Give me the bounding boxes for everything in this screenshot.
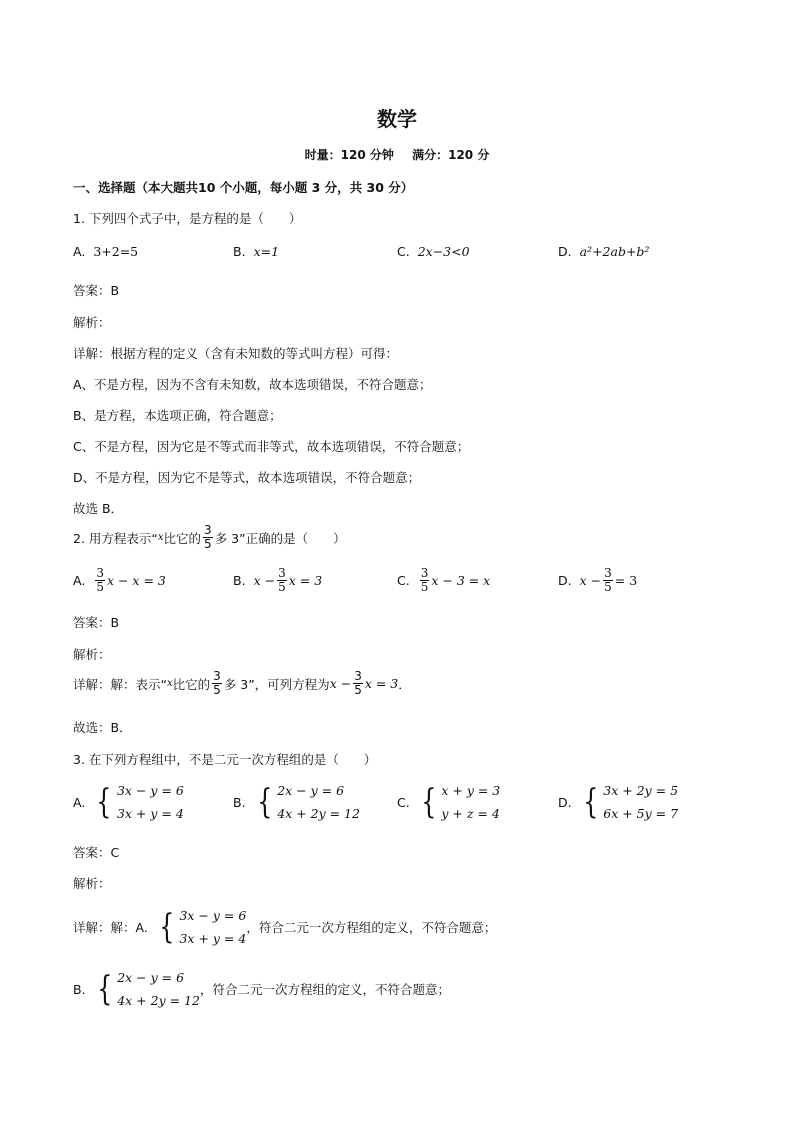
q1-detail-line: C、不是方程，因为它是不等式而非等式，故本选项错误，不符合题意； bbox=[73, 439, 470, 454]
q2-variable: x bbox=[166, 678, 173, 689]
option-expr: x bbox=[579, 573, 587, 588]
q2-variable: x bbox=[157, 532, 164, 543]
q2-option-b: B. x − $\frac{3}{5}$ x = 3 bbox=[233, 566, 323, 594]
option-label: D. bbox=[558, 794, 572, 810]
fraction: $\frac{3}{5}$ bbox=[420, 566, 429, 594]
option-label: B. bbox=[233, 244, 246, 259]
option-label: D. bbox=[558, 244, 572, 259]
fraction: $\frac{3}{5}$ bbox=[96, 566, 104, 594]
q1-detail-line: 详解：根据方程的定义（含有未知数的等式叫方程）可得： bbox=[73, 346, 399, 361]
q2-stem-text: 多 3”正确的是（ ） bbox=[214, 530, 346, 546]
punctuation: ． bbox=[398, 676, 411, 692]
option-label: A. bbox=[73, 573, 86, 588]
equation-row: 3x + y = 4 bbox=[116, 806, 184, 821]
option-label: C. bbox=[397, 573, 410, 588]
q3-detail-a: 详解：解：A. { 3x − y = 6 3x + y = 4 ，符合二元一次方程组的定义，不符合题意； bbox=[73, 904, 496, 950]
q2-detail-text: 多 3”，可列方程为 bbox=[223, 676, 330, 692]
full-score: 满分：120 分 bbox=[412, 148, 490, 162]
fraction: $\frac{3}{5}$ bbox=[354, 669, 362, 697]
equation: x = 3 bbox=[364, 676, 399, 691]
q3-option-c: C. { x + y = 3 y + z = 4 bbox=[397, 779, 500, 825]
equation-row: 4x + 2y = 12 bbox=[277, 806, 360, 821]
option-expr: a²+2ab+b² bbox=[579, 244, 650, 259]
q2-option-a bbox=[73, 567, 166, 594]
exam-info bbox=[0, 146, 794, 163]
fraction: $\frac{3}{5}$ bbox=[213, 669, 221, 697]
detail-suffix: ，符合二元一次方程组的定义，不符合题意； bbox=[246, 920, 497, 935]
option-expr: 2x−3<0 bbox=[417, 244, 470, 259]
q3-option-d: D. { 3x + 2y = 5 6x + 5y = 7 bbox=[558, 779, 678, 825]
time-limit: 时量：120 分钟 bbox=[304, 148, 394, 162]
fraction: $\frac{3}{5}$ bbox=[204, 523, 212, 551]
option-label: B. bbox=[233, 573, 246, 588]
q3-answer: 答案：C bbox=[73, 845, 120, 860]
detail-prefix: B. bbox=[73, 981, 86, 997]
equation-row: x + y = 3 bbox=[441, 783, 501, 798]
option-label: D. bbox=[558, 573, 572, 588]
section-heading: 一、选择题（本大题共10 个小题，每小题 3 分，共 30 分） bbox=[73, 180, 414, 195]
q1-option-c bbox=[397, 244, 470, 259]
equation: x − bbox=[329, 676, 352, 691]
option-label: C. bbox=[397, 244, 410, 259]
q1-stem: 1. 下列四个式子中，是方程的是（ ） bbox=[73, 211, 302, 226]
equation-row: 3x + 2y = 5 bbox=[603, 783, 679, 798]
option-label: A. bbox=[73, 794, 86, 810]
option-expr: x − x = 3 bbox=[106, 573, 166, 588]
option-expr: 3+2=5 bbox=[93, 244, 139, 259]
detail-prefix: 详解：解：A. bbox=[73, 920, 148, 935]
q1-option-b bbox=[233, 244, 279, 259]
q2-detail-text: 详解：解：表示“ bbox=[73, 676, 167, 692]
q2-choice: 故选：B． bbox=[73, 720, 132, 735]
q3-stem: 3. 在下列方程组中，不是二元一次方程组的是（ ） bbox=[73, 752, 377, 767]
q1-option-d bbox=[558, 244, 649, 259]
equation-row: 6x + 5y = 7 bbox=[603, 806, 679, 821]
q2-stem-text: 比它的 bbox=[163, 530, 202, 546]
equation-row: y + z = 4 bbox=[441, 806, 500, 821]
equation-row: 2x − y = 6 bbox=[117, 970, 185, 985]
q2-detail bbox=[73, 670, 411, 697]
q3-detail-b: B. { 2x − y = 6 4x + 2y = 12 ，符合二元一次方程组的定义，不符合题意； bbox=[73, 966, 450, 1012]
q1-detail-line: D、不是方程，因为它不是等式，故本选项错误，不符合题意； bbox=[73, 470, 421, 485]
equation-row: 3x + y = 4 bbox=[179, 931, 247, 946]
q3-analysis-label: 解析： bbox=[73, 876, 111, 891]
equation-row: 3x − y = 6 bbox=[116, 783, 184, 798]
q1-answer: 答案：B bbox=[73, 283, 120, 298]
q3-option-b: B. { 2x − y = 6 4x + 2y = 12 bbox=[233, 779, 360, 825]
q2-stem bbox=[73, 524, 346, 551]
fraction: $\frac{3}{5}$ bbox=[278, 566, 286, 594]
equation-row: 3x − y = 6 bbox=[179, 908, 247, 923]
q2-stem-text: 2. 用方程表示“ bbox=[73, 530, 158, 546]
option-expr: x − 3 = x bbox=[431, 573, 491, 588]
q1-detail-line: A、不是方程，因为不含有未知数，故本选项错误，不符合题意； bbox=[73, 377, 432, 392]
detail-suffix: ，符合二元一次方程组的定义，不符合题意； bbox=[199, 982, 450, 997]
page-title: 数学 bbox=[377, 107, 417, 131]
q1-option-a bbox=[73, 244, 138, 259]
option-label: A. bbox=[73, 244, 86, 259]
option-label: B. bbox=[233, 794, 246, 810]
option-label: C. bbox=[397, 794, 410, 810]
q1-analysis-label: 解析： bbox=[73, 315, 111, 330]
equation-row: 4x + 2y = 12 bbox=[117, 993, 200, 1008]
q2-option-d: D. x − $\frac{3}{5}$ = 3 bbox=[558, 566, 638, 594]
q1-choice: 故选 B． bbox=[73, 501, 124, 516]
q1-detail-line: B、是方程，本选项正确，符合题意； bbox=[73, 408, 282, 423]
q2-option-c bbox=[397, 567, 490, 594]
q3-option-a: A. { 3x − y = 6 3x + y = 4 bbox=[73, 779, 184, 825]
option-expr: x bbox=[253, 573, 261, 588]
equation-row: 2x − y = 6 bbox=[277, 783, 345, 798]
option-expr: x=1 bbox=[253, 244, 280, 259]
q2-analysis-label: 解析： bbox=[73, 647, 111, 662]
fraction: $\frac{3}{5}$ bbox=[604, 566, 612, 594]
q2-answer: 答案：B bbox=[73, 615, 120, 630]
q2-detail-text: 比它的 bbox=[172, 676, 211, 692]
